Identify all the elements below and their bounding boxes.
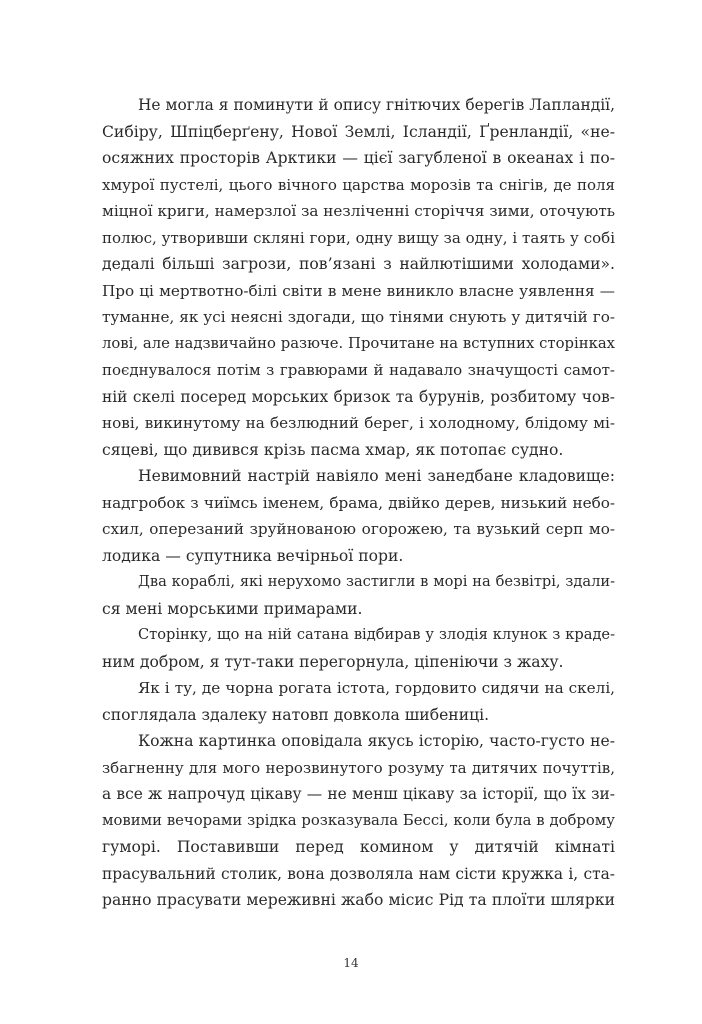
page-body: [102, 92, 615, 914]
text-line: нові, викинутому на безлюдний берег, і холодному, блідому мі-: [102, 414, 615, 432]
text-line: Не могла я поминути й опису гнітючих берегів Лапландії,: [138, 96, 615, 114]
paragraph: [102, 728, 615, 914]
text-line: лодика — супутника вечірньої пори.: [102, 546, 404, 565]
text-line: полюс, утворивши скляні гори, одну вищу за одну, і таять у собі: [102, 228, 615, 247]
paragraph: [102, 463, 615, 569]
text-line: ранно прасувати мереживні жабо місис Рід та плоїти шлярки: [102, 891, 615, 909]
paragraph: [102, 569, 615, 622]
text-line: ній скелі посеред морських бризок та бурунів, розбитому чов-: [102, 387, 615, 406]
text-line: ним добром, я тут-таки перегорнула, ціпеніючи з жаху.: [102, 652, 564, 671]
paragraph: [102, 92, 615, 463]
text-line: мовими вечорами зрідка розказувала Бессі, коли була в доброму: [102, 811, 615, 829]
text-line: Невимовний настрій навіяло мені занедбане кладовище:: [138, 467, 615, 485]
text-line: Сторінку, що на ній сатана відбирав у злодія клунок з крадe-: [138, 626, 615, 643]
text-line: ся мені морськими примарами.: [102, 599, 363, 618]
paragraph: [102, 622, 615, 675]
text-line: Як і ту, де чорна рогата істота, гордовито сидячи на скелі,: [138, 679, 615, 697]
text-line: збагненну для мого нерозвинутого розуму та дитячих почуттів,: [102, 758, 615, 777]
page-number: 14: [343, 956, 359, 970]
text-line: дедалі більші загрози, пов’язані з найлютішими холодами».: [102, 255, 615, 273]
paragraph: [102, 675, 615, 728]
text-line: сяцеві, що дивився крізь пасма хмар, як потопає судно.: [102, 440, 564, 459]
text-line: схил, оперезаний зруйнованою огорожею, та вузький серп мо-: [102, 520, 615, 538]
text-line: Кожна картинка оповідала якусь історію, часто-густо не-: [138, 732, 615, 750]
text-line: споглядала здалеку натовп довкола шибениці.: [102, 705, 490, 724]
text-line: лові, але надзвичайно разюче. Прочитане на вступних сторінках: [102, 334, 615, 352]
text-line: міцної криги, намерзлої за незліченні сторіччя зими, оточують: [102, 202, 615, 220]
text-line: надгробок з чиїмсь іменем, брама, двійко дерев, низький небо-: [102, 493, 615, 512]
text-line: осяжних просторів Арктики — цієї загубленої в океанах і по-: [102, 149, 615, 167]
text-line: а все ж напрочуд цікаву — не менш цікаву за історії, що їх зи-: [102, 785, 615, 803]
text-line: Сибіру, Шпіцберґену, Нової Землі, Ісландії, Ґренландії, «не-: [102, 122, 615, 141]
text-line: поєднувалося потім з гравюрами й надавало значущості самот-: [102, 361, 615, 379]
text-line: Про ці мертвотно-білі світи в мене виникло власне уявлення —: [102, 281, 615, 300]
text-line: хмурої пустелі, цього вічного царства морозів та снігів, де поля: [102, 175, 615, 194]
text-line: прасувальний столик, вона дозволяла нам сісти кружка і, ста-: [102, 864, 615, 883]
text-line: туманне, як усі неясні здогади, що тінями снують у дитячій го-: [102, 308, 615, 326]
text-line: Два кораблі, які нерухомо застигли в морі на безвітрі, здали-: [138, 573, 615, 590]
text-line: гуморі. Поставивши перед комином у дитячій кімнаті: [102, 838, 615, 856]
